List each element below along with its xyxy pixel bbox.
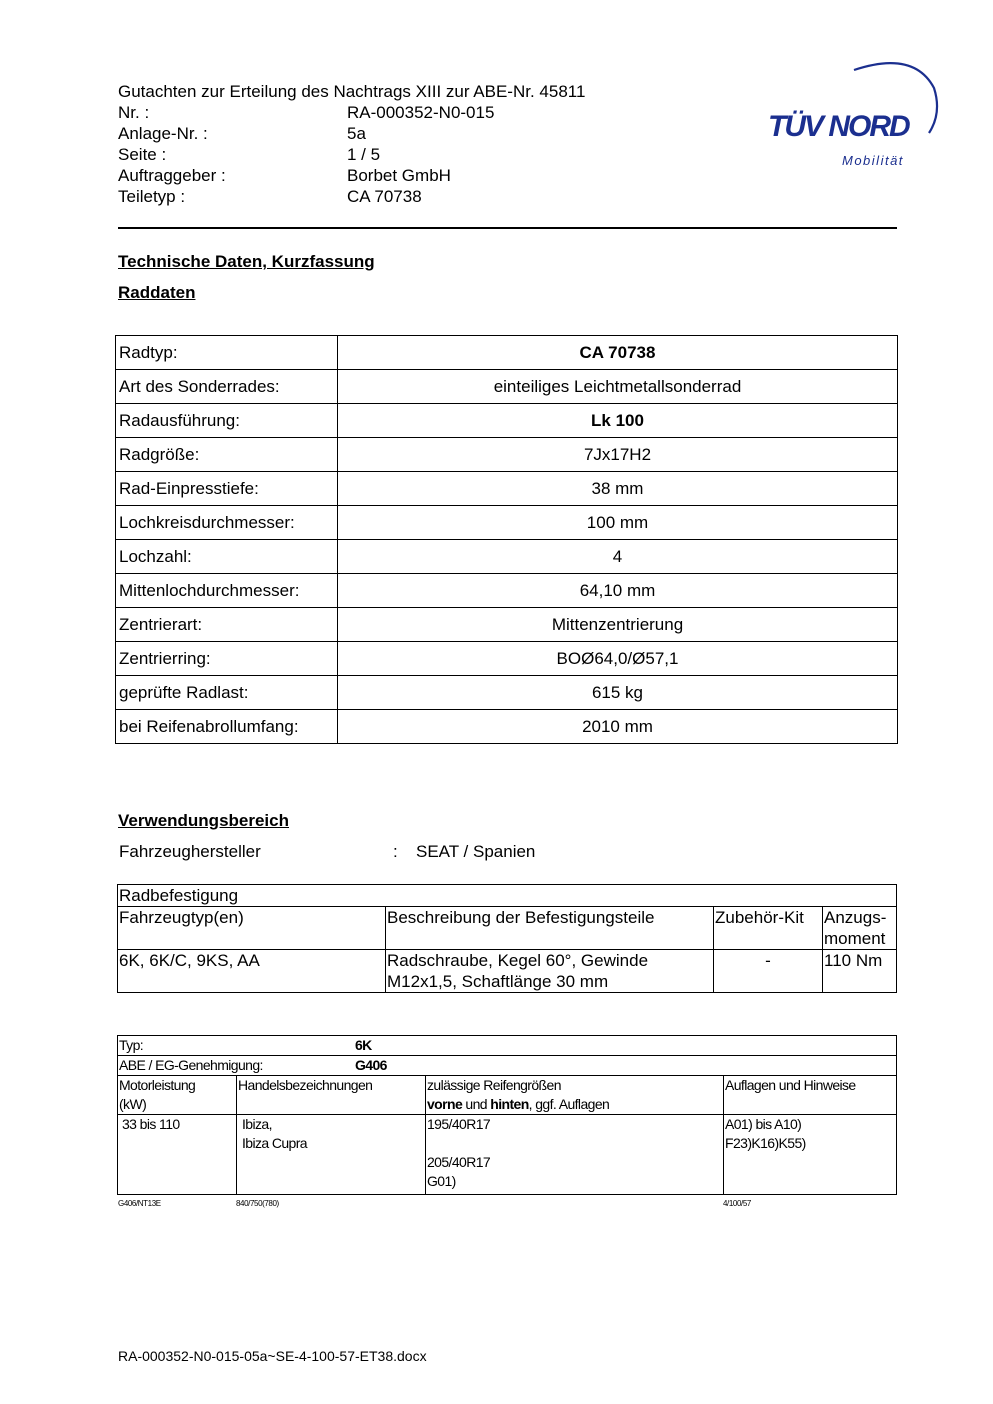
typ-label: Typ: (119, 1037, 144, 1053)
row-value: 38 mm (338, 472, 898, 506)
section-heading-technische-daten: Technische Daten, Kurzfassung (118, 252, 375, 271)
typ-table (117, 1035, 897, 1195)
header-divider (118, 227, 897, 229)
cell-beschreibung (386, 950, 714, 993)
header-reifen-und: und (462, 1096, 491, 1112)
table-header-row (118, 907, 897, 950)
header-key: Auftraggeber : (118, 166, 226, 185)
fahrzeughersteller-colon: : (393, 842, 398, 861)
header-handelsbezeichnungen: Handelsbezeichnungen (237, 1076, 426, 1115)
table-row (118, 950, 897, 993)
table-row (116, 472, 898, 506)
cell-reifen-line2: 205/40R17 (427, 1154, 491, 1170)
header-reifen-line1: zulässige Reifengrößen (427, 1077, 561, 1093)
footnote-code-2: 840/750(780) (236, 1199, 279, 1208)
header-key: Teiletyp : (118, 187, 186, 206)
abe-value: G406 (355, 1057, 387, 1073)
radbefestigung-table (117, 884, 897, 993)
row-value: Mittenzentrierung (338, 608, 898, 642)
table-row (116, 404, 898, 438)
row-value: einteiliges Leichtmetallsonderrad (338, 370, 898, 404)
header-value: 1 / 5 (347, 145, 381, 164)
header-key: Seite : (118, 145, 167, 164)
typ-row (118, 1036, 897, 1056)
cell-reifengroessen (426, 1115, 724, 1195)
row-value: 64,10 mm (338, 574, 898, 608)
cell-handel-line2: Ibiza Cupra (242, 1135, 307, 1151)
cell-motorleistung: 33 bis 110 (118, 1115, 237, 1195)
typ-value: 6K (355, 1037, 372, 1053)
row-value: 615 kg (338, 676, 898, 710)
header-motorleistung (118, 1076, 237, 1115)
document-title: Gutachten zur Erteilung des Nachtrags XIII zur ABE-Nr. 45811 (118, 82, 586, 101)
row-value: 4 (338, 540, 898, 574)
table-row (118, 1036, 897, 1056)
cell-handel-line1: Ibiza, (242, 1116, 272, 1132)
cell-auflagen-line2: F23)K16)K55) (725, 1135, 806, 1151)
row-label: geprüfte Radlast: (116, 676, 338, 710)
row-value: CA 70738 (338, 336, 898, 370)
row-label: bei Reifenabrollumfang: (116, 710, 338, 744)
table-header-row (118, 1076, 897, 1115)
header-auflagen: Auflagen und Hinweise (724, 1076, 897, 1115)
row-label: Radgröße: (116, 438, 338, 472)
row-label: Zentrierart: (116, 608, 338, 642)
fahrzeughersteller-label: Fahrzeughersteller (119, 842, 261, 861)
tuv-nord-logo (764, 58, 942, 174)
footnote-code-1: G406/NT13E (118, 1199, 161, 1208)
header-zubehoer-kit: Zubehör-Kit (714, 907, 823, 950)
footnote-code-3: 4/100/57 (723, 1199, 751, 1208)
header-value: Borbet GmbH (347, 166, 451, 185)
row-value: 2010 mm (338, 710, 898, 744)
row-label: Radausführung: (116, 404, 338, 438)
header-value: CA 70738 (347, 187, 422, 206)
row-value: BOØ64,0/Ø57,1 (338, 642, 898, 676)
header-motor-line2: (kW) (119, 1096, 147, 1112)
header-fahrzeugtyp: Fahrzeugtyp(en) (118, 907, 386, 950)
footer-filename: RA-000352-N0-015-05a~SE-4-100-57-ET38.docx (118, 1348, 427, 1364)
header-key: Anlage-Nr. : (118, 124, 208, 143)
cell-auflagen-line1: A01) bis A10) (725, 1116, 802, 1132)
row-label: Rad-Einpresstiefe: (116, 472, 338, 506)
table-row (116, 642, 898, 676)
table-row (116, 506, 898, 540)
header-key: Nr. : (118, 103, 150, 122)
table-row (116, 540, 898, 574)
table-row (116, 710, 898, 744)
table-row (116, 370, 898, 404)
cell-moment: 110 Nm (823, 950, 897, 993)
abe-label: ABE / EG-Genehmigung: (119, 1057, 263, 1073)
header-reifen-hinten: hinten (490, 1096, 529, 1112)
table-row (116, 676, 898, 710)
svg-text:Mobilität: Mobilität (842, 153, 904, 168)
header-moment: moment (824, 929, 886, 948)
header-value: 5a (347, 124, 366, 143)
header-reifengroessen (426, 1076, 724, 1115)
cell-handelsbezeichnungen (237, 1115, 426, 1195)
radbefestigung-title: Radbefestigung (118, 885, 897, 907)
row-label: Lochkreisdurchmesser: (116, 506, 338, 540)
table-row (116, 336, 898, 370)
header-beschreibung: Beschreibung der Befestigungsteile (386, 907, 714, 950)
header-reifen-vorne: vorne (427, 1096, 463, 1112)
section-heading-raddaten: Raddaten (118, 283, 196, 302)
cell-reifen-line3: G01) (427, 1173, 456, 1189)
raddaten-table (115, 335, 898, 744)
header-anzugs: Anzugs- (824, 908, 887, 927)
section-heading-verwendungsbereich: Verwendungsbereich (118, 811, 289, 830)
fahrzeughersteller-value: SEAT / Spanien (416, 842, 536, 861)
header-value: RA-000352-N0-015 (347, 103, 495, 122)
row-label: Zentrierring: (116, 642, 338, 676)
row-label: Lochzahl: (116, 540, 338, 574)
header-reifen-auflagen: , ggf. Auflagen (528, 1096, 610, 1112)
row-value: Lk 100 (338, 404, 898, 438)
header-motor-line1: Motorleistung (119, 1077, 196, 1093)
cell-kit: - (714, 950, 823, 993)
row-value: 100 mm (338, 506, 898, 540)
svg-text:TÜV NORD: TÜV NORD (768, 110, 909, 143)
table-row (116, 438, 898, 472)
tuv-nord-logo-graphic (764, 58, 942, 174)
cell-reifen-spacer (427, 1134, 722, 1153)
cell-fahrzeugtyp: 6K, 6K/C, 9KS, AA (118, 950, 386, 993)
abe-row (118, 1056, 897, 1076)
header-reifen-line2 (427, 1095, 722, 1114)
table-row (118, 1115, 897, 1195)
cell-reifen-line1: 195/40R17 (427, 1116, 491, 1132)
row-label: Radtyp: (116, 336, 338, 370)
fahrzeughersteller-line (119, 842, 536, 862)
table-row (116, 608, 898, 642)
row-label: Mittenlochdurchmesser: (116, 574, 338, 608)
row-label: Art des Sonderrades: (116, 370, 338, 404)
table-row (116, 574, 898, 608)
cell-beschreibung-line1: Radschraube, Kegel 60°, Gewinde (387, 951, 649, 970)
table-row (118, 885, 897, 907)
row-value: 7Jx17H2 (338, 438, 898, 472)
cell-beschreibung-line2: M12x1,5, Schaftlänge 30 mm (387, 972, 609, 991)
cell-auflagen (724, 1115, 897, 1195)
table-row (118, 1056, 897, 1076)
header-anzugsmoment (823, 907, 897, 950)
